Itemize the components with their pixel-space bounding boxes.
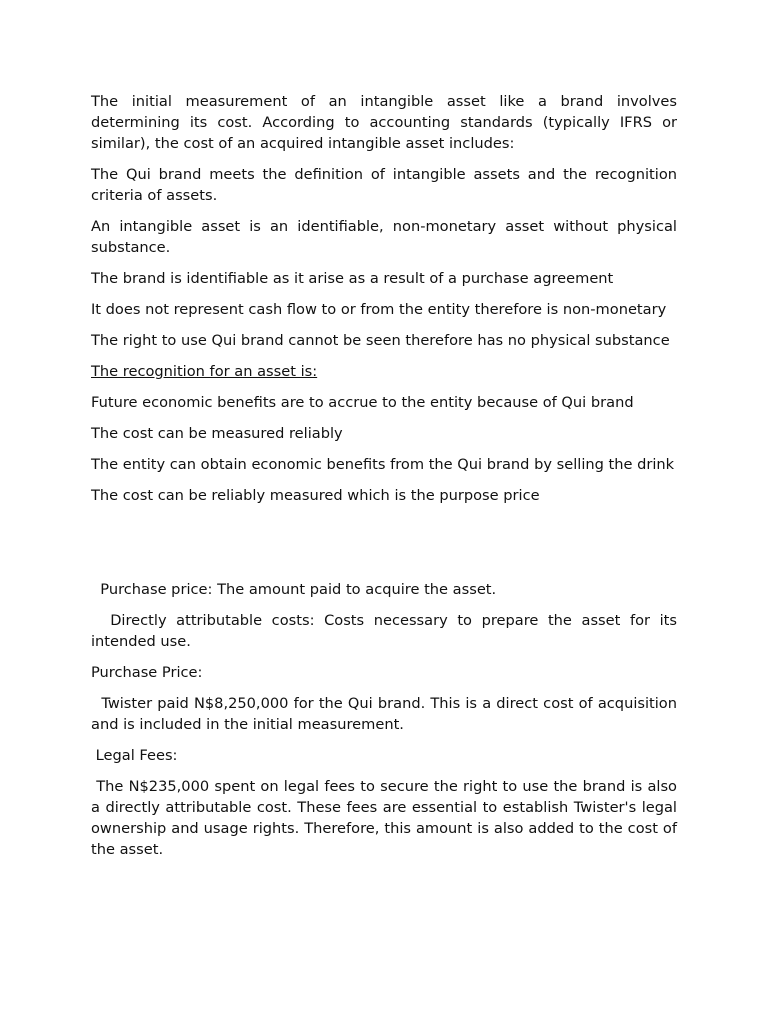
paragraph-recognition-heading: The recognition for an asset is:	[91, 363, 318, 380]
paragraph-twister-paid: Twister paid N$8,250,000 for the Qui brand. This is a direct cost of acquisition and is included in the initial measurement.	[91, 695, 677, 733]
paragraph-future-benefits: Future economic benefits are to accrue to the entity because of Qui brand	[91, 394, 634, 411]
paragraph-purchase-price-definition: Purchase price: The amount paid to acquire the asset.	[91, 581, 497, 598]
paragraph-non-monetary: It does not represent cash flow to or from the entity therefore is non-monetary	[91, 301, 667, 318]
blank-space	[91, 516, 677, 579]
paragraph-no-physical-substance: The right to use Qui brand cannot be seen therefore has no physical substance	[91, 332, 670, 349]
paragraph-intangible-asset-definition: An intangible asset is an identifiable, non-monetary asset without physical substance.	[91, 218, 677, 256]
paragraph-qui-brand-definition: The Qui brand meets the definition of intangible assets and the recognition criteria of assets.	[91, 166, 677, 204]
document-body	[91, 91, 677, 870]
paragraph-purpose-price: The cost can be reliably measured which is the purpose price	[91, 487, 540, 504]
paragraph-initial-measurement: The initial measurement of an intangible asset like a brand involves determining its cost. According to accounting standards (typically IFRS or similar), the cost of an acquired intangible asset includes:	[91, 93, 677, 152]
paragraph-purchase-price-heading: Purchase Price:	[91, 664, 203, 681]
paragraph-legal-fees-heading: Legal Fees:	[91, 747, 178, 764]
paragraph-identifiable: The brand is identifiable as it arise as a result of a purchase agreement	[91, 270, 614, 287]
paragraph-directly-attributable-costs: Directly attributable costs: Costs necessary to prepare the asset for its intended use.	[91, 612, 677, 650]
paragraph-economic-benefits-drink: The entity can obtain economic benefits from the Qui brand by selling the drink	[91, 456, 675, 473]
paragraph-legal-fees-detail: The N$235,000 spent on legal fees to secure the right to use the brand is also a directly attributable cost. These fees are essential to establish Twister's legal ownership and usage rights. Therefore, this amount is also added to the cost of the asset.	[91, 778, 677, 858]
paragraph-cost-measured: The cost can be measured reliably	[91, 425, 343, 442]
